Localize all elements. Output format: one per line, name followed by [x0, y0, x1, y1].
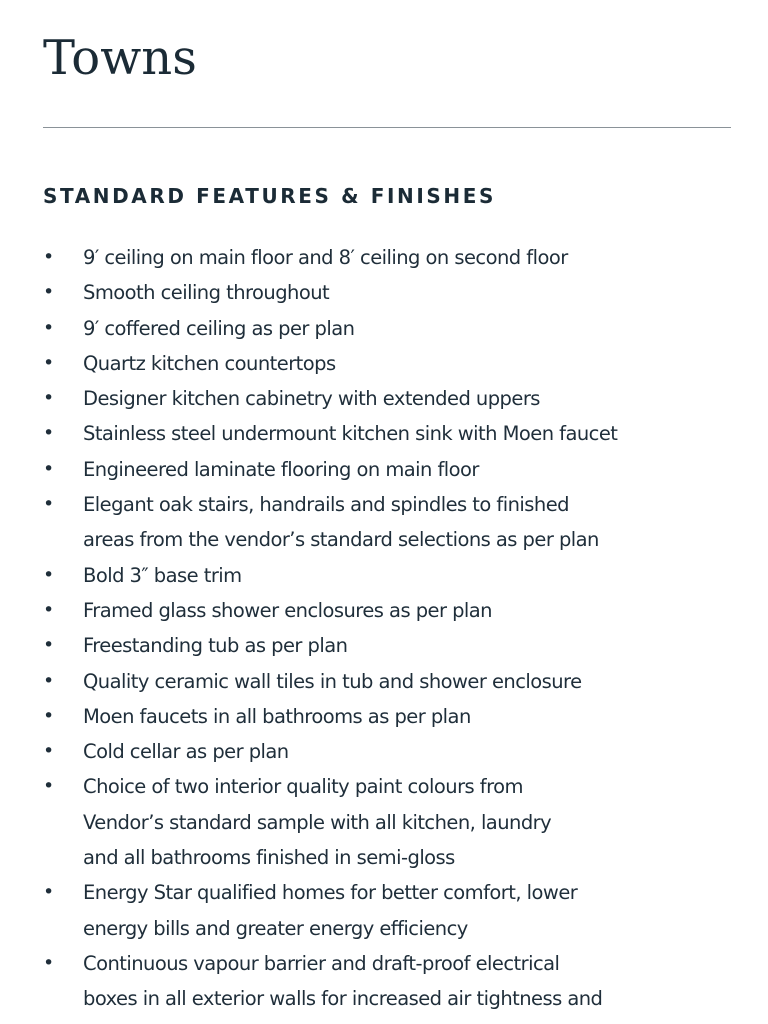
feature-item [43, 628, 743, 663]
feature-item-text: Engineered laminate flooring on main floor [83, 457, 479, 481]
bullet-icon: • [43, 246, 55, 268]
feature-item [43, 593, 743, 628]
section-heading: STANDARD FEATURES & FINISHES [43, 184, 497, 208]
bullet-icon: • [43, 351, 55, 374]
feature-item [43, 769, 743, 875]
bullet-icon: • [43, 316, 55, 339]
bullet-icon: • [43, 281, 55, 304]
bullet-icon: • [43, 598, 55, 621]
bullet-icon: • [43, 493, 55, 516]
feature-item-text: Quartz kitchen countertops [83, 351, 336, 375]
feature-item-text: Energy Star qualified homes for better comfort, lower [83, 881, 578, 905]
feature-item [43, 452, 743, 487]
feature-item [43, 558, 743, 593]
feature-item-text: Stainless steel undermount kitchen sink with Moen faucet [83, 422, 618, 446]
feature-item [43, 699, 743, 734]
feature-item-text: areas from the vendor’s standard selections as per plan [83, 528, 599, 552]
feature-item-text: Moen faucets in all bathrooms as per plan [83, 704, 471, 728]
feature-item-text: Choice of two interior quality paint colours from [83, 775, 523, 799]
bullet-icon: • [43, 634, 55, 657]
bullet-icon: • [43, 881, 55, 904]
feature-item [43, 311, 743, 346]
feature-item-text: Freestanding tub as per plan [83, 634, 348, 658]
bullet-icon: • [43, 563, 55, 586]
feature-item [43, 240, 743, 275]
feature-item-text: 9′ ceiling on main floor and 8′ ceiling on second floor [83, 246, 568, 269]
bullet-icon: • [43, 457, 55, 480]
feature-item [43, 946, 743, 1017]
bullet-icon: • [43, 704, 55, 727]
feature-item-text: Elegant oak stairs, handrails and spindles to finished [83, 493, 569, 517]
feature-item [43, 875, 743, 946]
feature-item-text: Designer kitchen cabinetry with extended uppers [83, 387, 540, 411]
feature-item-text: Bold 3″ base trim [83, 563, 242, 587]
page-title: Towns [43, 30, 197, 86]
feature-item-text: Continuous vapour barrier and draft-proof electrical [83, 951, 560, 975]
bullet-icon: • [43, 775, 55, 798]
feature-item-text: Quality ceramic wall tiles in tub and shower enclosure [83, 669, 582, 693]
feature-item [43, 734, 743, 769]
title-divider [43, 127, 731, 128]
feature-item [43, 416, 743, 451]
feature-item-text: Vendor’s standard sample with all kitchen, laundry [83, 810, 552, 834]
bullet-icon: • [43, 740, 55, 763]
feature-item [43, 381, 743, 416]
feature-item-text: boxes in all exterior walls for increased air tightness and [83, 987, 603, 1011]
feature-item-text: and all bathrooms finished in semi-gloss [83, 846, 455, 870]
feature-item [43, 487, 743, 558]
feature-item-text: energy bills and greater energy efficiency [83, 916, 468, 940]
bullet-icon: • [43, 387, 55, 410]
feature-item-text: Smooth ceiling throughout [83, 281, 330, 305]
feature-item-text: Cold cellar as per plan [83, 740, 289, 764]
feature-item [43, 664, 743, 699]
bullet-icon: • [43, 669, 55, 692]
feature-list [43, 240, 743, 1017]
bullet-icon: • [43, 422, 55, 445]
feature-item [43, 275, 743, 310]
bullet-icon: • [43, 951, 55, 974]
feature-item [43, 346, 743, 381]
feature-item-text: 9′ coffered ceiling as per plan [83, 316, 355, 340]
feature-item-text: Framed glass shower enclosures as per plan [83, 598, 492, 622]
